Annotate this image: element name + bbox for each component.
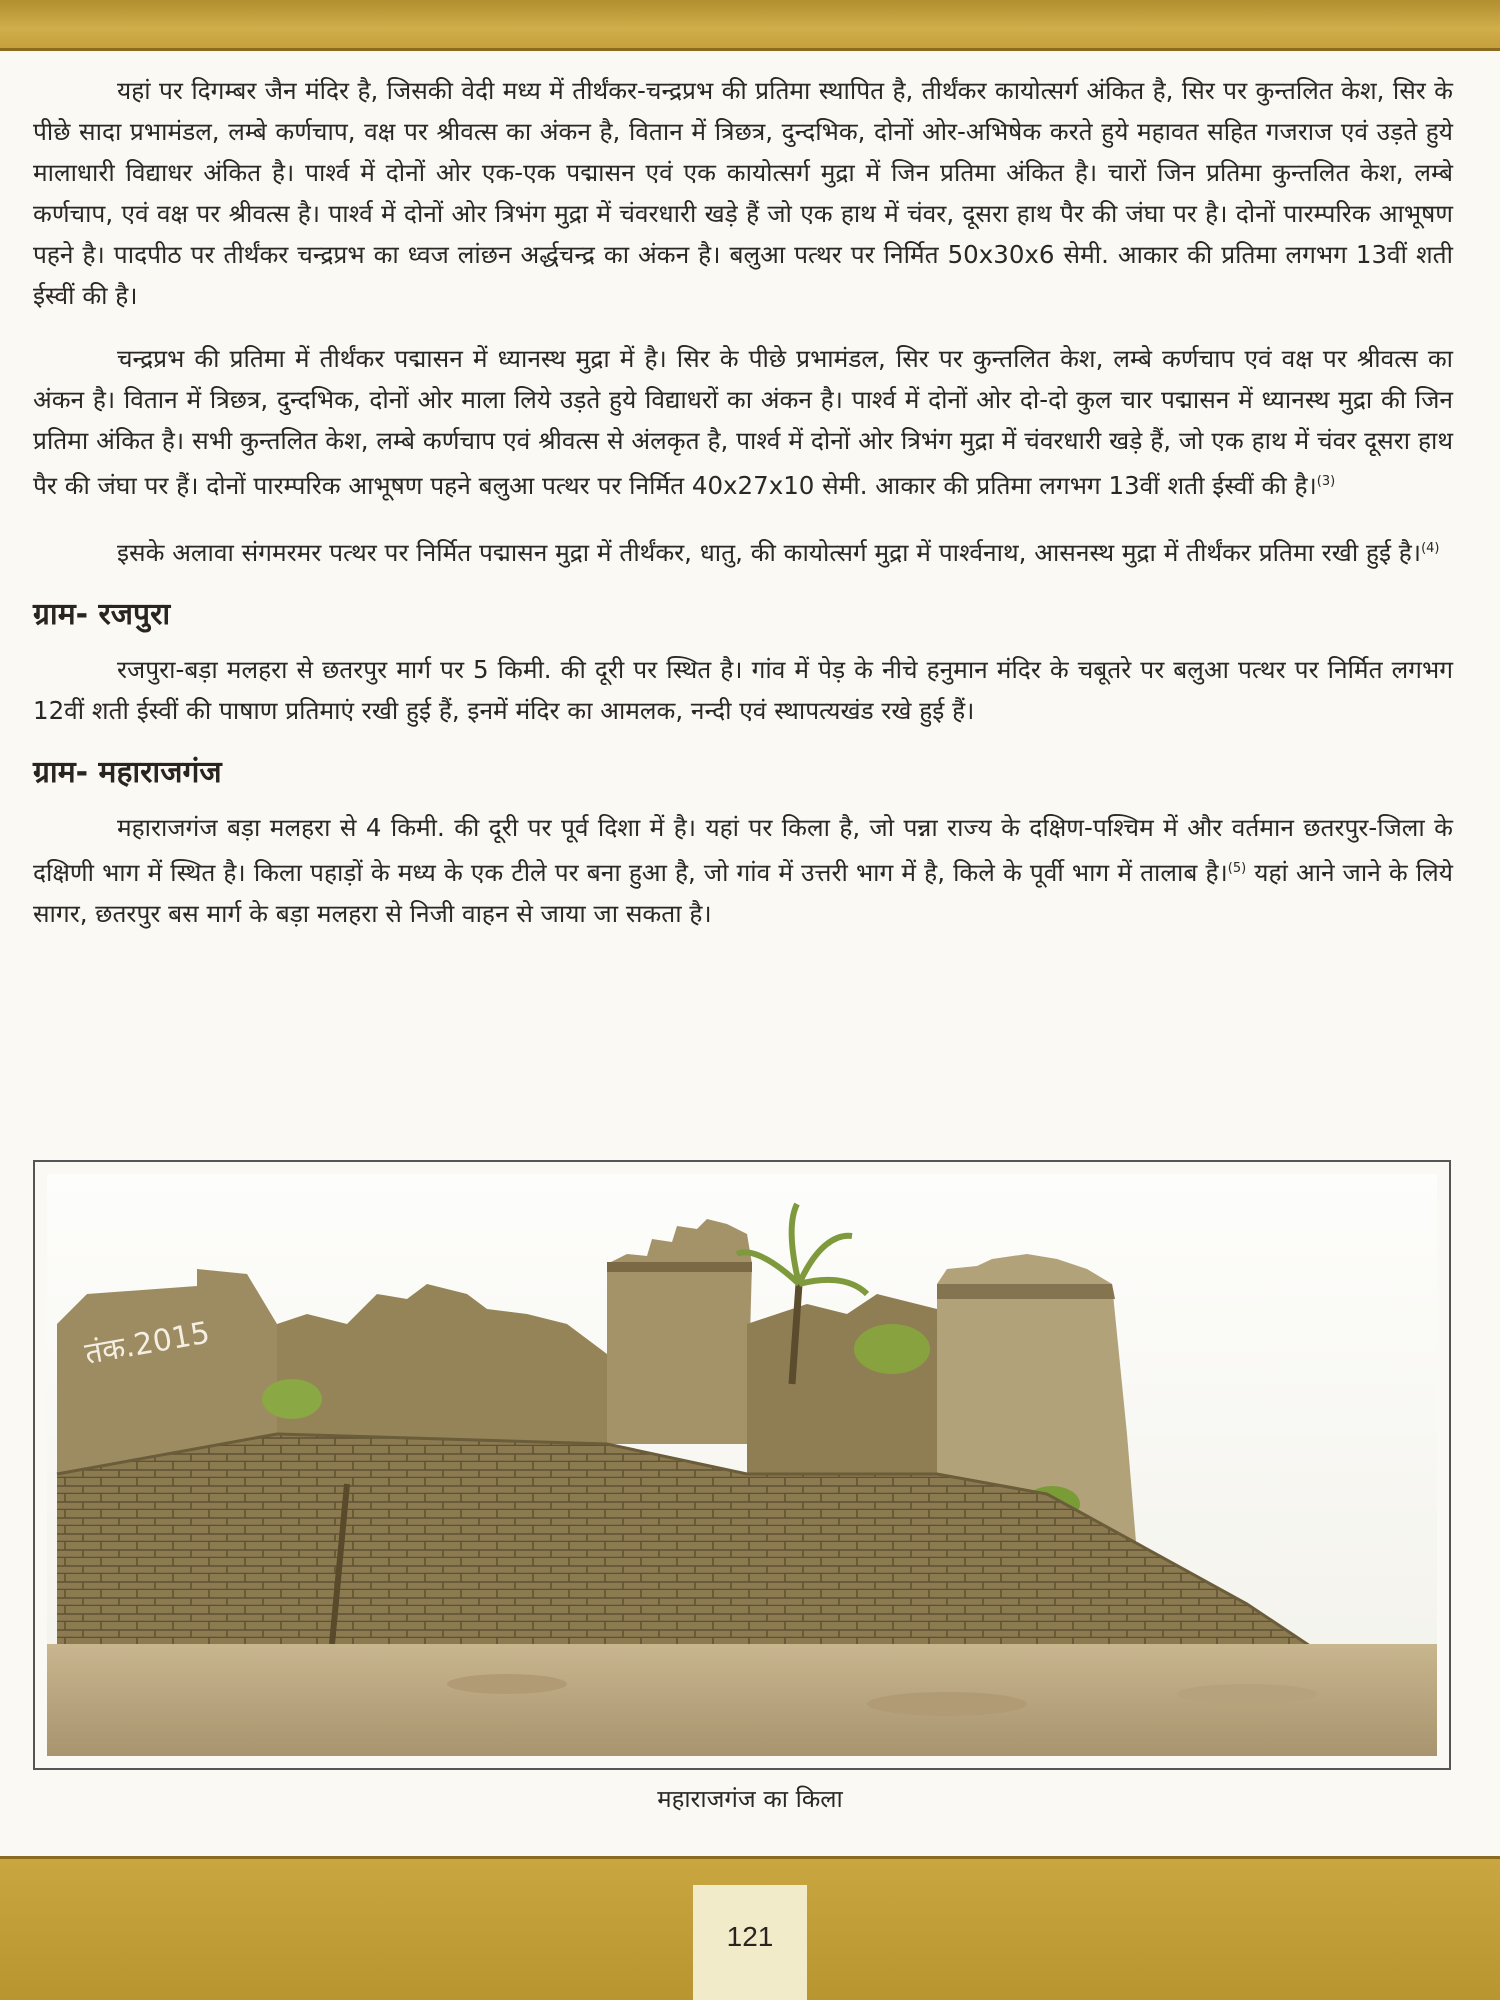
paragraph-text: चन्द्रप्रभ की प्रतिमा में तीर्थंकर पद्मासन में ध्यानस्थ मुद्रा में है। सिर के पीछे प्रभामंडल, सिर पर कुन्तलित केश, लम्बे कर्णचाप एवं वक्ष पर श्रीवत्स का अंकन है। वितान में त्रिछत्र, दुन्दभिक, दोनों ओर माला लिये उड़ते हुये विद्याधरों का अंकन है। पार्श्व में दोनों ओर दो-दो कुल चार पद्मासन में ध्यानस्थ मुद्रा की जिन प्रतिमा अंकित है। सभी कुन्तलित केश, लम्बे कर्णचाप एवं श्रीवत्स से अंलकृत है, पार्श्व में दोनों ओर त्रिभंग मुद्रा में चंवरधारी खड़े हैं, जो एक हाथ में चंवर दूसरा हाथ पैर की जंघा पर हैं। दोनों पारम्परिक आभूषण पहने बलुआ पत्थर पर निर्मित 40x27x10 सेमी. आकार की प्रतिमा लगभग 13वीं शती ईस्वीं की है। bbox=[33, 344, 1453, 501]
paragraph-digambar-temple: यहां पर दिगम्बर जैन मंदिर है, जिसकी वेदी मध्य में तीर्थंकर-चन्द्रप्रभ की प्रतिमा स्थापित है, तीर्थंकर कायोत्सर्ग अंकित है, सिर पर कुन्तलित केश, सिर के पीछे सादा प्रभामंडल, लम्बे कर्णचाप, वक्ष पर श्रीवत्स का अंकन है, वितान में त्रिछत्र, दुन्दभिक, दोनों ओर-अभिषेक करते हुये महावत सहित गजराज एवं उड़ते हुये मालाधारी विद्याधर अंकित है। पार्श्व में दोनों ओर एक-एक पद्मासन एवं एक कायोत्सर्ग मुद्रा में जिन प्रतिमा अंकित है। चारों जिन प्रतिमा कुन्तलित केश, लम्बे कर्णचाप, एवं वक्ष पर श्रीवत्स है। पार्श्व में दोनों ओर त्रिभंग मुद्रा में चंवरधारी खड़े हैं जो एक हाथ में चंवर, दूसरा हाथ पैर की जंघा पर है। दोनों पारम्परिक आभूषण पहने है। पादपीठ पर तीर्थंकर चन्द्रप्रभ का ध्वज लांछन अर्द्धचन्द्र का अंकन है। बलुआ पत्थर पर निर्मित 50x30x6 सेमी. आकार की प्रतिमा लगभग 13वीं शती ईस्वीं की है। bbox=[33, 76, 1453, 310]
connecting-wall bbox=[747, 1294, 937, 1474]
top-band-rule bbox=[0, 48, 1500, 51]
shrub bbox=[262, 1379, 322, 1419]
section-heading-maharajganj: ग्राम- महाराजगंज bbox=[33, 755, 222, 791]
section-heading-rajpura: ग्राम- रजपुरा bbox=[33, 597, 171, 633]
photo-caption: महाराजगंज का किला bbox=[657, 1785, 843, 1813]
footnote-marker: (5) bbox=[1227, 861, 1247, 877]
fort-illustration bbox=[47, 1174, 1437, 1756]
rubble bbox=[447, 1674, 567, 1694]
paragraph-marble-idols bbox=[33, 528, 1453, 573]
paragraph-text: इसके अलावा संगमरमर पत्थर पर निर्मित पद्मासन मुद्रा में तीर्थंकर, धातु, की कायोत्सर्ग मुद्रा में पार्श्वनाथ, आसनस्थ मुद्रा में तीर्थंकर प्रतिमा रखी हुई है। bbox=[117, 538, 1422, 568]
page-number-box bbox=[693, 1885, 807, 2000]
fort-photo bbox=[47, 1174, 1437, 1756]
footnote-marker: (3) bbox=[1316, 474, 1336, 489]
paragraph-rajpura: रजपुरा-बड़ा मलहरा से छतरपुर मार्ग पर 5 किमी. की दूरी पर स्थित है। गांव में पेड़ के नीचे हनुमान मंदिर के चबूतरे पर बलुआ पत्थर पर निर्मित लगभग 12वीं शती ईस्वीं की पाषाण प्रतिमाएं रखी हुई हैं, इनमें मंदिर का आमलक, नन्दी एवं स्थापत्यखंड रखे हुई हैं। bbox=[33, 655, 1453, 726]
page-body bbox=[33, 70, 1453, 956]
fort-photo-frame bbox=[33, 1160, 1451, 1770]
rubble bbox=[867, 1692, 1027, 1716]
rubble bbox=[1177, 1684, 1317, 1704]
tower-cornice bbox=[607, 1262, 752, 1272]
right-tower-cornice bbox=[937, 1284, 1115, 1299]
paragraph-text: महाराजगंज बड़ा मलहरा से 4 किमी. की दूरी पर पूर्व दिशा में है। यहां पर किला है, जो पन्ना राज्य के दक्षिण-पश्चिम में और वर्तमान छतरपुर-जिला के दक्षिणी भाग में स्थित है। किला पहाड़ों के मध्य के एक टीले पर बना हुआ है, जो गांव में उत्तरी भाग में है, किले के पूर्वी भाग में तालाब है। bbox=[33, 813, 1453, 888]
footnote-marker: (4) bbox=[1421, 541, 1440, 557]
wall-inscription: तंक.2015 bbox=[82, 1315, 213, 1372]
page-number: 121 bbox=[726, 1921, 774, 1952]
shrub bbox=[854, 1324, 930, 1374]
paragraph-maharajganj bbox=[33, 807, 1453, 934]
paragraph-text: यहां आने जाने के लिये सागर, छतरपुर बस मार्ग के बड़ा मलहरा से निजी वाहन से जाया जा सकता है। bbox=[33, 858, 1453, 929]
paragraph-chandraprabh-idol bbox=[33, 338, 1453, 506]
top-decorative-band bbox=[0, 0, 1500, 48]
